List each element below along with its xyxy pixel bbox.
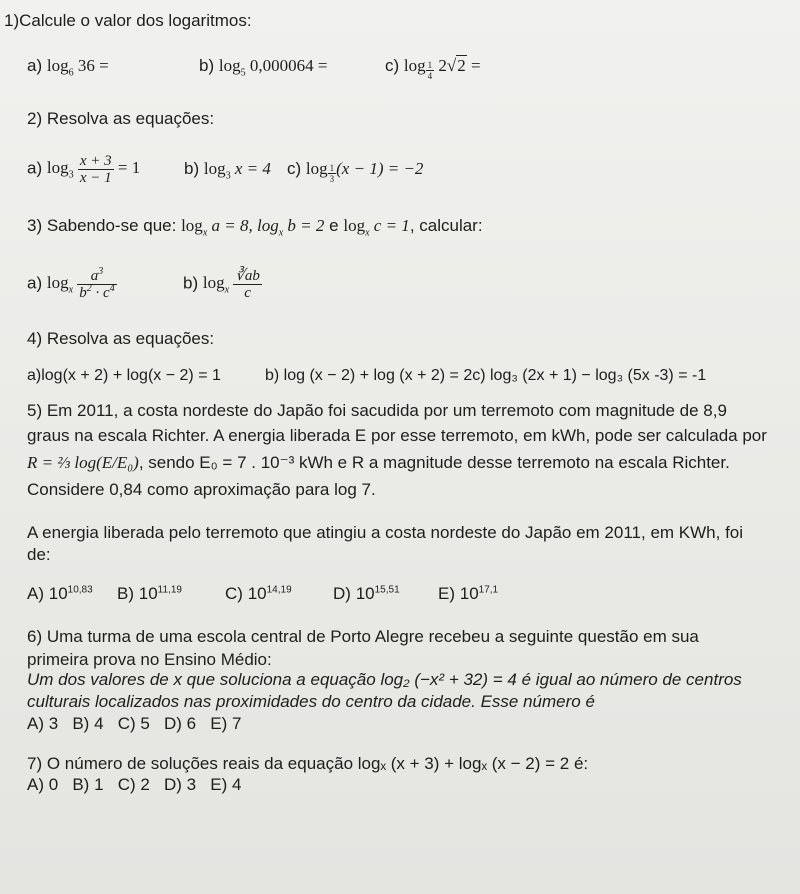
q5-line1: 5) Em 2011, a costa nordeste do Japão foi sacudida por um terremoto com magnitude de 8,9: [27, 401, 727, 420]
q1-b-label: b): [199, 56, 215, 75]
q3-statement: 3) Sabendo-se que: $\log_x a = 8$, $\log_x b = 2$ e $\log_x c = 1$, calcular:: [27, 216, 483, 239]
q1-c-label: c): [385, 56, 400, 75]
q1-a-log: log: [46, 56, 69, 75]
q6-line1: 6) Uma turma de uma escola central de Porto Alegre recebeu a seguinte questão em sua: [27, 627, 699, 646]
q5-line3: R = ⅔ log(E/E₀), sendo E₀ = 7 . 10⁻³ kWh e R a magnitude desse terremoto na escala Richter.: [27, 453, 730, 472]
richter-formula: R = ⅔ log(E/E₀): [27, 453, 139, 472]
q1-c-base: $\frac{1}{4}$: [427, 60, 433, 81]
q5-opt-e: E) 10$^{17,1}$: [438, 584, 499, 603]
q1-title: 1)Calcule o valor dos logaritmos:: [4, 11, 252, 30]
q1-c: c) log $\frac{1}{4}$ 2√2 =: [385, 56, 481, 81]
q2-b: b) $\log_3 x = 4$: [184, 159, 271, 182]
q5-line2: graus na escala Richter. A energia liberada E por esse terremoto, em kWh, pode ser calculada por: [27, 426, 767, 445]
q5-opt-c: C) 10$^{14,19}$: [225, 584, 292, 603]
q1-b-log: log: [218, 56, 241, 75]
q1-b-base: 5: [240, 67, 246, 79]
q2-a-fraction: $\frac{x + 3}{x - 1}$: [79, 153, 112, 186]
q3-a-fraction: $\frac{a^3}{b^2 \cdot c^4}$: [79, 266, 115, 301]
q5-line6: de:: [27, 545, 51, 564]
q6-line2: primeira prova no Ensino Médio:: [27, 650, 272, 669]
q1-c-root: 2: [457, 56, 466, 75]
q7-options: A) 0 B) 1 C) 2 D) 3 E) 4: [27, 775, 242, 794]
q3-b-fraction: $\frac{∛ab}{c}$: [235, 268, 260, 301]
q1-a-base: 6: [68, 67, 74, 79]
q1-a-arg: 36 =: [77, 56, 109, 75]
q1-a: [27, 55, 109, 77]
q1-c-log: log: [403, 56, 426, 75]
q3-b: b) $\log_x$ $\frac{∛ab}{c}$: [183, 268, 260, 301]
q5-opt-a: A) 10$^{10,83}$: [27, 584, 93, 603]
q6-line4: culturais localizados nas proximidades do centro da cidade. Esse número é: [27, 692, 595, 711]
q4-title: 4) Resolva as equações:: [27, 329, 215, 348]
q5-opt-d: D) 10$^{15,51}$: [333, 584, 400, 603]
q1-a-label: a): [27, 56, 43, 75]
q4-a: a)log(x + 2) + log(x − 2) = 1: [27, 367, 221, 384]
q6-line3: Um dos valores de x que soluciona a equação log₂ (−x² + 32) = 4 é igual ao número de centros: [27, 670, 742, 689]
q7-line1: 7) O número de soluções reais da equação logₓ (x + 3) + logₓ (x − 2) = 2 é:: [27, 754, 589, 773]
q5-line5: A energia liberada pelo terremoto que atingiu a costa nordeste do Japão em 2011, em KWh, foi: [27, 523, 744, 542]
q1-b: [199, 55, 327, 77]
q1-c-arg: 2: [438, 56, 447, 75]
q2-a: a) $\log_3$ $\frac{x + 3}{x - 1}$ = 1: [27, 153, 141, 186]
q2-c: c) log $\frac{1}{3}$ (x − 1) = −2: [287, 159, 424, 184]
q3-a: a) $\log_x$ $\frac{a^3}{b^2 \cdot c^4}$: [27, 266, 115, 301]
q1-b-arg: 0,000064 =: [249, 56, 328, 75]
q2-title: 2) Resolva as equações:: [27, 109, 215, 128]
q5-line4: Considere 0,84 como aproximação para log 7.: [27, 480, 376, 499]
q6-options: A) 3 B) 4 C) 5 D) 6 E) 7: [27, 714, 242, 733]
q4-b-c: b) log (x − 2) + log (x + 2) = 2c) log₃ (2x + 1) − log₃ (5x -3) = -1: [265, 367, 707, 384]
q5-opt-b: B) 10$^{11,19}$: [117, 584, 182, 603]
